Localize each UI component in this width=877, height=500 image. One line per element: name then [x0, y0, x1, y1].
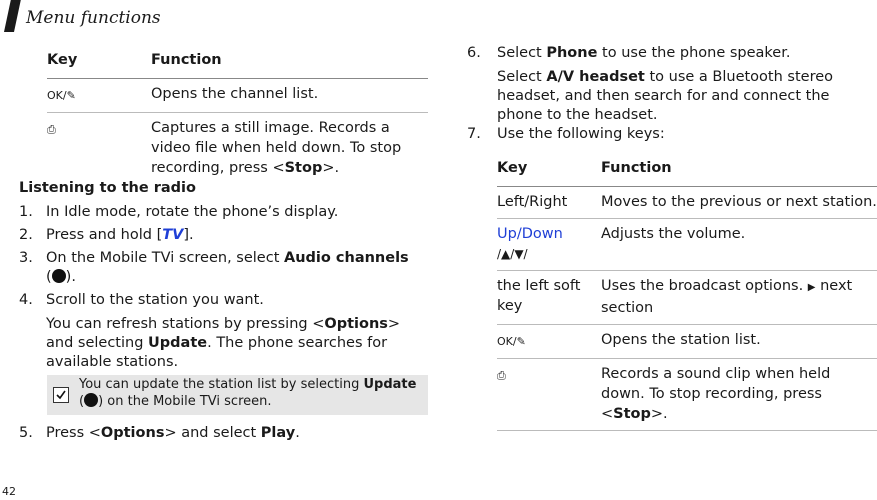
ok-pen-icon: OK/✎	[47, 89, 76, 102]
step-3: 3. On the Mobile TVi screen, select Audio channels ( ).	[19, 250, 409, 285]
page-header-title: Menu functions	[26, 8, 161, 28]
table-cell-key: Left/Right	[497, 187, 601, 219]
table-cell-function: Captures a still image. Records a video file when held down. To stop recording, press <Stop>.	[151, 120, 402, 176]
table-cell-function: Adjusts the volume.	[601, 219, 877, 271]
camera-icon: ⎙	[497, 369, 506, 382]
page-number: 42	[2, 485, 16, 498]
check-icon	[53, 387, 69, 403]
camera-icon: ⎙	[47, 123, 56, 136]
table-row	[497, 219, 877, 271]
table-row	[47, 79, 428, 113]
table-cell-function: Opens the station list.	[601, 325, 877, 359]
table-cell-key: Up/Down /▲/▼/	[497, 219, 601, 271]
arrow-right-icon: ▶	[807, 282, 816, 293]
left-table-header-key: Key	[47, 50, 151, 79]
right-key-table	[497, 158, 877, 431]
table-row	[497, 271, 877, 325]
step-6-extra: Select A/V headset to use a Bluetooth stereo headset, and then search for and connect the phone to the headset.	[497, 69, 833, 123]
right-table-header-key: Key	[497, 158, 601, 187]
table-cell-key: the left soft key	[497, 271, 601, 325]
audio-channels-icon	[52, 269, 66, 283]
table-cell-function: Records a sound clip when held down. To stop recording, press <Stop>.	[601, 359, 877, 431]
right-table-header-function: Function	[601, 158, 877, 187]
note-text: You can update the station list by selecting Update ( ) on the Mobile TVi screen.	[79, 377, 417, 409]
table-row	[497, 187, 877, 219]
left-key-table	[47, 50, 428, 184]
note-box	[47, 375, 428, 415]
table-row	[497, 359, 877, 431]
tv-key: TV	[162, 227, 184, 243]
step-4-extra: You can refresh stations by pressing <Options> and selecting Update. The phone searches for available stations.	[46, 316, 401, 370]
table-cell-function: Opens the channel list.	[151, 79, 428, 113]
header-bar	[4, 0, 21, 32]
table-row	[47, 113, 428, 185]
table-row	[497, 325, 877, 359]
left-table-header-function: Function	[151, 50, 428, 79]
table-cell-function: Uses the broadcast options. ▶ next section	[601, 271, 877, 325]
ok-pen-icon: OK/✎	[497, 335, 526, 348]
section-heading: Listening to the radio	[19, 180, 196, 196]
update-icon	[84, 393, 98, 407]
table-cell-function: Moves to the previous or next station.	[601, 187, 877, 219]
